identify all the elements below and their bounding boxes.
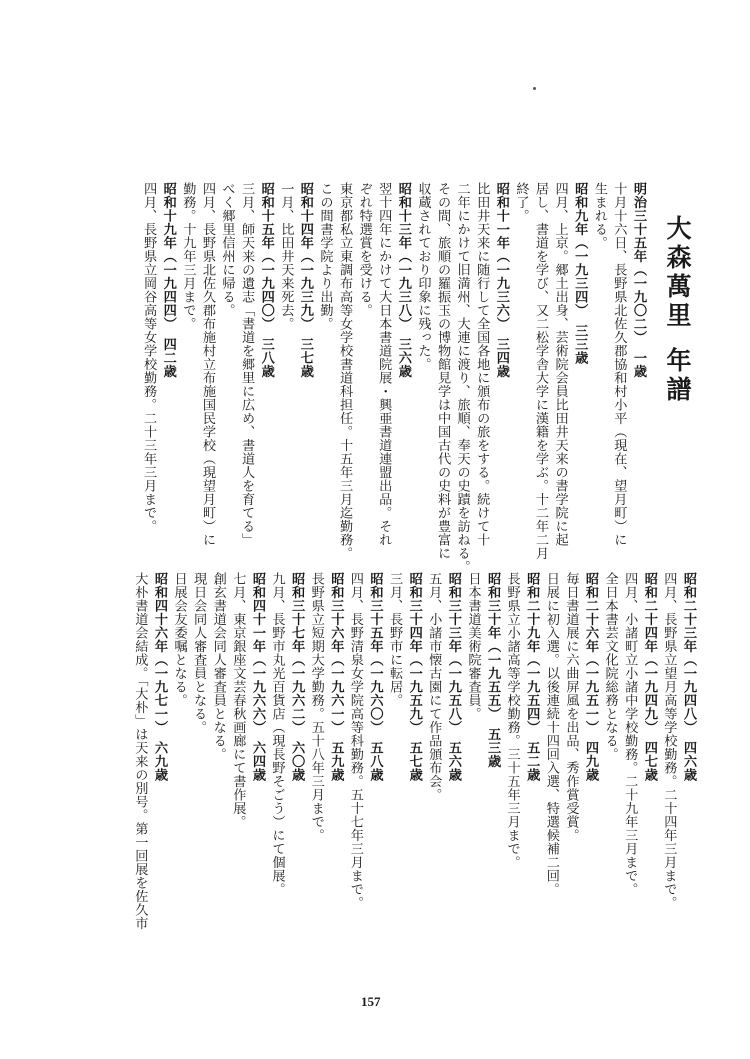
- entry-line: 日展会友委嘱となる。: [171, 572, 187, 707]
- entry-line: 毎日書道展に六曲屏風を出品、秀作賞受賞。: [563, 572, 579, 842]
- year-heading: 昭和三十四年（一九五九） 五七歳: [406, 572, 422, 782]
- entry-line: 生まれる。: [591, 182, 607, 250]
- entry-line: 三月、長野市に転居。: [387, 572, 403, 707]
- entry-line: 収蔵されており印象に残った。: [415, 182, 431, 371]
- entry-line: 終了。: [513, 182, 529, 223]
- entry-line: 長野県立小諸高等学校勤務。三十五年三月まで。: [504, 572, 520, 869]
- entry-line: 二年にかけて旧満州、大連に渡り、旅順、奉天の史蹟を訪ねる。: [454, 182, 470, 574]
- entry-line: 四月、長野県立望月高等学校勤務。二十四年三月まで。: [661, 572, 677, 910]
- year-heading: 昭和二十四年（一九四九） 四七歳: [641, 572, 657, 782]
- year-heading: 昭和二十六年（一九五一） 四九歳: [583, 572, 599, 782]
- entry-line: ぞれ特選賞を受ける。: [356, 182, 372, 317]
- entry-line: 四月、上京。郷土出身、芸術院会員比田井天来の書学院に起: [552, 182, 568, 547]
- entry-line: べく郷里信州に帰る。: [219, 182, 235, 317]
- entry-line: 四月、長野県北佐久郡布施村立布施国民学校（現望月町）に: [199, 182, 215, 547]
- year-heading: 昭和三十年（一九五五） 五三歳: [485, 572, 501, 768]
- page-number: 157: [361, 994, 381, 1009]
- entry-line: 創玄書道会同人審査員となる。: [210, 572, 226, 761]
- entry-line: 現日会同人審査員となる。: [191, 572, 207, 734]
- entry-line: 九月、長野市丸光百貨店（現長野そごう）にて個展。: [269, 572, 285, 896]
- entry-line: 翌十四年にかけて大日本書道院展・興亜書道連盟出品。それ: [376, 182, 392, 547]
- page-title: [662, 215, 692, 405]
- year-heading: 昭和十一年（一九三六） 三四歳: [493, 182, 509, 378]
- year-heading: 昭和二十三年（一九四八） 四六歳: [681, 572, 696, 782]
- entry-line: 四月、長野清泉女学院高等科勤務。五十七年三月まで。: [347, 572, 363, 910]
- entry-line: 五月、小諸市懐古園にて作品頒布会。: [426, 572, 442, 802]
- year-heading: 昭和四十六年（一九七一） 六九歳: [151, 572, 167, 782]
- year-heading: 昭和十三年（一九三八） 三六歳: [395, 182, 411, 378]
- page-title-name: 大森萬里: [663, 215, 692, 331]
- page-title-suffix: 年譜: [663, 347, 692, 405]
- entry-line: 一月、比田井天来死去。: [278, 182, 294, 331]
- entry-line: 居し、書道を学び、又二松学舎大学に漢籍を学ぶ。十二年二月: [533, 182, 549, 560]
- year-heading: 昭和十九年（一九四四） 四二歳: [160, 182, 176, 378]
- ink-dot: [533, 87, 536, 90]
- year-heading: 昭和三十三年（一九五八） 五六歳: [445, 572, 461, 782]
- chronology-top-block: [139, 182, 648, 574]
- entry-line: 日展に初入選。以後連続十四回入選、特選候補二回。: [543, 572, 559, 896]
- year-heading: 昭和四十一年（一九六六） 六四歳: [249, 572, 265, 782]
- entry-line: その間、旅順の羅振玉の博物館見学は中国古代の史料が豊富に: [435, 182, 451, 560]
- year-heading: 昭和三十五年（一九六〇） 五八歳: [367, 572, 383, 782]
- chronology-bottom-block: [130, 572, 698, 930]
- year-heading: 昭和三十七年（一九六二） 六〇歳: [289, 572, 305, 782]
- entry-line: 東京都私立東調布高等女学校書道科担任。十五年三月迄勤務。: [337, 182, 353, 560]
- year-heading: 明治三十五年（一九〇二） 一歳: [631, 182, 646, 378]
- year-heading: 昭和三十六年（一九六一） 五九歳: [328, 572, 344, 782]
- entry-line: 長野県立短期大学勤務。五十八年三月まで。: [308, 572, 324, 842]
- entry-line: 勤務。十九年三月まで。: [180, 182, 196, 331]
- entry-line: 四月、長野県立岡谷高等女学校勤務。二十三年三月まで。: [141, 182, 157, 533]
- year-heading: 昭和二十九年（一九五四） 五二歳: [524, 572, 540, 782]
- entry-line: 比田井天来に随行して全国各地に頒布の旅をする。続けて十: [474, 182, 490, 547]
- year-heading: 昭和十五年（一九四〇） 三八歳: [258, 182, 274, 378]
- entry-line: 大朴書道会結成。「大朴」は天来の別号。第一回展を佐久市: [132, 572, 148, 930]
- entry-line: 七月、東京銀座文芸春秋画廊にて書作展。: [230, 572, 246, 829]
- entry-line: 三月、師天来の遺志「書道を郷里に広め、書道人を育てる」: [239, 182, 255, 547]
- year-heading: 昭和九年（一九三四） 三三歳: [572, 182, 588, 365]
- year-heading: 昭和十四年（一九三九） 三七歳: [297, 182, 313, 378]
- entry-line: この間書学院より出勤。: [317, 182, 333, 331]
- entry-line: 日本書道美術院審査員。: [465, 572, 481, 721]
- entry-line: 四月、小諸町立小諸中学校勤務。二十九年三月まで。: [622, 572, 638, 896]
- entry-line: 全日本書芸文化院総務となる。: [602, 572, 618, 761]
- entry-line: 十月十六日、長野県北佐久郡協和村小平（現在、望月町）に: [611, 182, 627, 547]
